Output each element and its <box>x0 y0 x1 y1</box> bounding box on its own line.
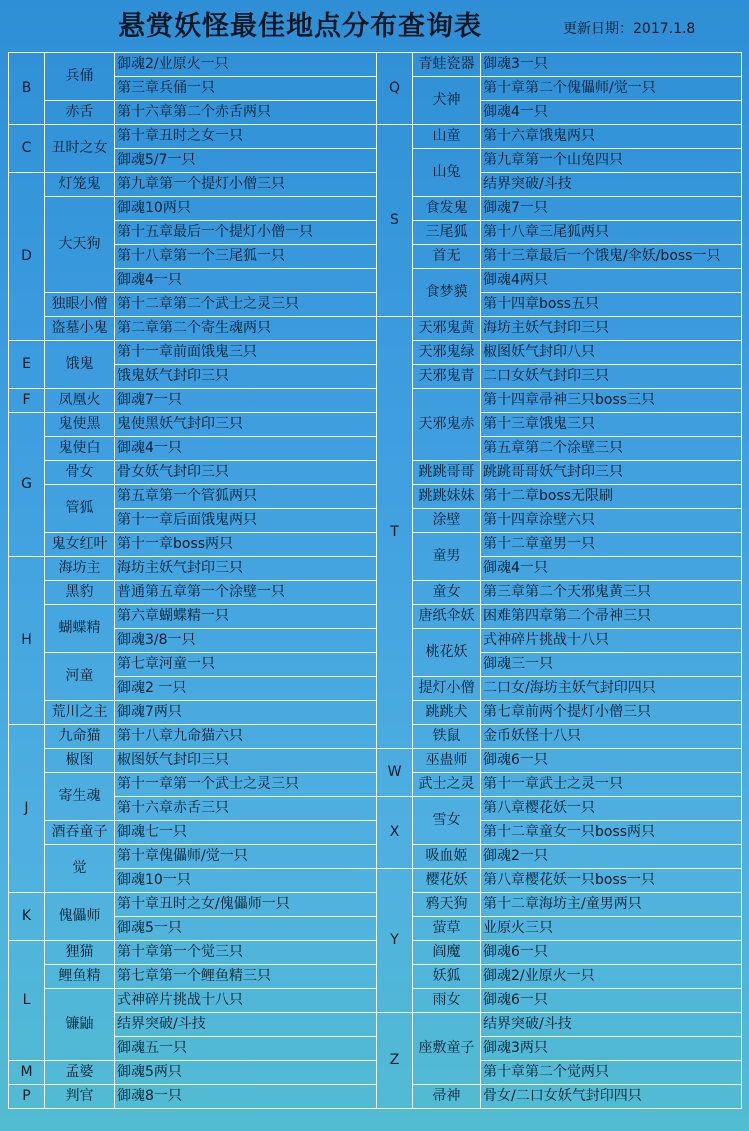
monster-name-cell: 酒吞童子 <box>45 821 115 845</box>
table-row <box>377 53 742 77</box>
letter-cell: Q <box>377 53 413 125</box>
location-cell: 椒图妖气封印三只 <box>115 749 377 773</box>
table-row <box>9 653 377 677</box>
monster-name-cell: 食梦貘 <box>413 269 481 317</box>
location-cell: 第九章第一个山兔四只 <box>481 149 742 173</box>
location-cell: 御魂3一只 <box>481 53 742 77</box>
letter-cell: H <box>9 557 45 725</box>
location-cell: 第十二章海坊主/童男两只 <box>481 893 742 917</box>
monster-name-cell: 独眼小僧 <box>45 293 115 317</box>
table-row <box>9 845 377 869</box>
location-cell: 御魂2/业原火一只 <box>115 53 377 77</box>
monster-name-cell: 提灯小僧 <box>413 677 481 701</box>
monster-name-cell: 青蛙瓷器 <box>413 53 481 77</box>
page-title: 悬赏妖怪最佳地点分布查询表 <box>118 11 482 42</box>
monster-name-cell: 天邪鬼青 <box>413 365 481 389</box>
table-row <box>9 605 377 629</box>
location-cell: 式神碎片挑战十八只 <box>481 629 742 653</box>
table-row <box>377 917 742 941</box>
letter-cell: S <box>377 125 413 317</box>
location-cell: 骨女/二口女妖气封印四只 <box>481 1085 742 1109</box>
table-row <box>9 1061 377 1085</box>
location-cell: 第三章第二个天邪鬼黄三只 <box>481 581 742 605</box>
table-row <box>377 965 742 989</box>
location-cell: 第十四章涂壁六只 <box>481 509 742 533</box>
monster-name-cell: 童女 <box>413 581 481 605</box>
monster-name-cell: 妖狐 <box>413 965 481 989</box>
table-row <box>377 461 742 485</box>
table-row <box>9 173 377 197</box>
monster-name-cell: 童男 <box>413 533 481 581</box>
location-cell: 第十六章饿鬼两只 <box>481 125 742 149</box>
location-cell: 困难第四章第二个帚神三只 <box>481 605 742 629</box>
table-row <box>9 341 377 365</box>
monster-name-cell: 蝴蝶精 <box>45 605 115 653</box>
table-row <box>377 773 742 797</box>
monster-name-cell: 天邪鬼赤 <box>413 389 481 461</box>
location-cell: 鬼使黑妖气封印三只 <box>115 413 377 437</box>
table-row <box>377 869 742 893</box>
location-cell: 海坊主妖气封印三只 <box>115 557 377 581</box>
location-cell: 式神碎片挑战十八只 <box>115 989 377 1013</box>
table-row <box>9 197 377 221</box>
table-row <box>9 1085 377 1109</box>
monster-name-cell: 凤凰火 <box>45 389 115 413</box>
monster-name-cell: 巫蛊师 <box>413 749 481 773</box>
table-row <box>9 101 377 125</box>
table-row <box>377 797 742 821</box>
monster-name-cell: 萤草 <box>413 917 481 941</box>
monster-name-cell: 管狐 <box>45 485 115 533</box>
table-row <box>377 629 742 653</box>
location-cell: 跳跳哥哥妖气封印三只 <box>481 461 742 485</box>
monster-name-cell: 阎魔 <box>413 941 481 965</box>
location-cell: 御魂4一只 <box>481 101 742 125</box>
location-cell: 第八章樱花妖一只boss一只 <box>481 869 742 893</box>
table-row <box>9 485 377 509</box>
location-cell: 二口女妖气封印三只 <box>481 365 742 389</box>
monster-name-cell: 荒川之主 <box>45 701 115 725</box>
letter-cell: J <box>9 725 45 893</box>
table-row <box>377 749 742 773</box>
location-cell: 御魂6一只 <box>481 989 742 1013</box>
monster-name-cell: 铁鼠 <box>413 725 481 749</box>
monster-name-cell: 镰鼬 <box>45 989 115 1061</box>
letter-cell: K <box>9 893 45 941</box>
location-cell: 椒图妖气封印八只 <box>481 341 742 365</box>
location-cell: 普通第五章第一个涂壁一只 <box>115 581 377 605</box>
monster-name-cell: 帚神 <box>413 1085 481 1109</box>
location-cell: 第十章第一个觉三只 <box>115 941 377 965</box>
location-cell: 第五章第一个管狐两只 <box>115 485 377 509</box>
monster-name-cell: 兵俑 <box>45 53 115 101</box>
table-row <box>377 341 742 365</box>
monster-name-cell: 天邪鬼黄 <box>413 317 481 341</box>
location-cell: 御魂7一只 <box>115 389 377 413</box>
table-row <box>377 245 742 269</box>
monster-name-cell: 鬼使白 <box>45 437 115 461</box>
location-cell: 第二章第二个寄生魂两只 <box>115 317 377 341</box>
monster-name-cell: 九命猫 <box>45 725 115 749</box>
monster-name-cell: 鬼女红叶 <box>45 533 115 557</box>
location-cell: 第十章丑时之女/傀儡师一只 <box>115 893 377 917</box>
location-cell: 第十二章boss无限刷 <box>481 485 742 509</box>
location-cell: 第十章第二个傀儡师/觉一只 <box>481 77 742 101</box>
table-row <box>9 941 377 965</box>
location-cell: 饿鬼妖气封印三只 <box>115 365 377 389</box>
monster-name-cell: 寄生魂 <box>45 773 115 821</box>
table-row <box>377 725 742 749</box>
location-cell: 结界突破/斗技 <box>481 1013 742 1037</box>
location-cell: 第十一章前面饿鬼三只 <box>115 341 377 365</box>
monster-name-cell: 盗墓小鬼 <box>45 317 115 341</box>
monster-name-cell: 河童 <box>45 653 115 701</box>
location-cell: 御魂7一只 <box>481 197 742 221</box>
monster-name-cell: 灯笼鬼 <box>45 173 115 197</box>
location-cell: 第十四章帚神三只boss三只 <box>481 389 742 413</box>
location-cell: 第十章丑时之女一只 <box>115 125 377 149</box>
table-row <box>377 1085 742 1109</box>
monster-name-cell: 赤舌 <box>45 101 115 125</box>
letter-cell: D <box>9 173 45 341</box>
location-cell: 第十三章饿鬼三只 <box>481 413 742 437</box>
monster-name-cell: 孟婆 <box>45 1061 115 1085</box>
monster-name-cell: 犬神 <box>413 77 481 125</box>
table-row <box>9 965 377 989</box>
monster-name-cell: 鬼使黑 <box>45 413 115 437</box>
table-row <box>9 53 377 77</box>
monster-name-cell: 海坊主 <box>45 557 115 581</box>
table-row <box>377 605 742 629</box>
location-cell: 御魂七一只 <box>115 821 377 845</box>
location-cell: 御魂7两只 <box>115 701 377 725</box>
location-cell: 御魂4一只 <box>481 557 742 581</box>
table-row <box>377 677 742 701</box>
location-cell: 御魂8一只 <box>115 1085 377 1109</box>
location-cell: 第十一章第一个武士之灵三只 <box>115 773 377 797</box>
location-cell: 御魂3两只 <box>481 1037 742 1061</box>
table-row <box>9 437 377 461</box>
location-cell: 御魂6一只 <box>481 749 742 773</box>
location-cell: 第十四章boss五只 <box>481 293 742 317</box>
monster-name-cell: 吸血姬 <box>413 845 481 869</box>
location-cell: 第十一章boss两只 <box>115 533 377 557</box>
letter-cell: B <box>9 53 45 125</box>
monster-name-cell: 雨女 <box>413 989 481 1013</box>
location-cell: 第七章第一个鲤鱼精三只 <box>115 965 377 989</box>
table-row <box>377 269 742 293</box>
table-row <box>9 773 377 797</box>
location-cell: 第十三章最后一个饿鬼/伞妖/boss一只 <box>481 245 742 269</box>
letter-cell: Y <box>377 869 413 1013</box>
monster-name-cell: 跳跳哥哥 <box>413 461 481 485</box>
table-row <box>377 221 742 245</box>
table-row <box>377 197 742 221</box>
table-row <box>377 365 742 389</box>
monster-name-cell: 武士之灵 <box>413 773 481 797</box>
location-cell: 第十二章童女一只boss两只 <box>481 821 742 845</box>
location-cell: 骨女妖气封印三只 <box>115 461 377 485</box>
monster-name-cell: 座敷童子 <box>413 1013 481 1085</box>
table-row <box>377 893 742 917</box>
location-cell: 第十六章赤舌三只 <box>115 797 377 821</box>
monster-name-cell: 饿鬼 <box>45 341 115 389</box>
table-row <box>377 389 742 413</box>
table-row <box>9 533 377 557</box>
monster-name-cell: 食发鬼 <box>413 197 481 221</box>
table-row <box>9 821 377 845</box>
table-row <box>9 125 377 149</box>
location-cell: 御魂2/业原火一只 <box>481 965 742 989</box>
location-cell: 第七章河童一只 <box>115 653 377 677</box>
table-row <box>9 389 377 413</box>
location-cell: 御魂五一只 <box>115 1037 377 1061</box>
location-cell: 第十一章武士之灵一只 <box>481 773 742 797</box>
monster-name-cell: 丑时之女 <box>45 125 115 173</box>
location-cell: 第十八章九命猫六只 <box>115 725 377 749</box>
letter-cell: G <box>9 413 45 557</box>
monster-name-cell: 骨女 <box>45 461 115 485</box>
location-cell: 第十八章三尾狐两只 <box>481 221 742 245</box>
location-cell: 御魂10两只 <box>115 197 377 221</box>
monster-name-cell: 唐纸伞妖 <box>413 605 481 629</box>
table-row <box>377 77 742 101</box>
table-row <box>377 125 742 149</box>
location-cell: 第五章第二个涂壁三只 <box>481 437 742 461</box>
table-row <box>377 581 742 605</box>
location-cell: 第十五章最后一个提灯小僧一只 <box>115 221 377 245</box>
monster-name-cell: 椒图 <box>45 749 115 773</box>
monster-name-cell: 山兔 <box>413 149 481 197</box>
letter-cell: X <box>377 797 413 869</box>
monster-name-cell: 大天狗 <box>45 197 115 293</box>
table-row <box>377 845 742 869</box>
monster-name-cell: 涂壁 <box>413 509 481 533</box>
monster-name-cell: 樱花妖 <box>413 869 481 893</box>
monster-name-cell: 觉 <box>45 845 115 893</box>
location-cell: 第十章第二个觉两只 <box>481 1061 742 1085</box>
location-cell: 御魂4一只 <box>115 437 377 461</box>
monster-name-cell: 傀儡师 <box>45 893 115 941</box>
location-cell: 第十二章童男一只 <box>481 533 742 557</box>
letter-cell: C <box>9 125 45 173</box>
monster-name-cell: 山童 <box>413 125 481 149</box>
table-row <box>377 1013 742 1037</box>
table-row <box>377 317 742 341</box>
location-cell: 第六章蝴蝶精一只 <box>115 605 377 629</box>
letter-cell: T <box>377 317 413 749</box>
monster-name-cell: 跳跳妹妹 <box>413 485 481 509</box>
right-table <box>376 52 742 1109</box>
location-cell: 第十一章后面饿鬼两只 <box>115 509 377 533</box>
location-cell: 御魂4两只 <box>481 269 742 293</box>
location-cell: 御魂2 一只 <box>115 677 377 701</box>
letter-cell: Z <box>377 1013 413 1109</box>
monster-name-cell: 判官 <box>45 1085 115 1109</box>
location-cell: 第九章第一个提灯小僧三只 <box>115 173 377 197</box>
location-cell: 御魂3/8一只 <box>115 629 377 653</box>
monster-name-cell: 狸猫 <box>45 941 115 965</box>
table-row <box>9 317 377 341</box>
location-cell: 御魂4一只 <box>115 269 377 293</box>
table-row <box>9 581 377 605</box>
monster-name-cell: 黑豹 <box>45 581 115 605</box>
update-date: 更新日期：2017.1.8 <box>563 21 696 37</box>
left-table <box>8 52 377 1109</box>
letter-cell: P <box>9 1085 45 1109</box>
location-cell: 第十六章第二个赤舌两只 <box>115 101 377 125</box>
location-cell: 第十二章第二个武士之灵三只 <box>115 293 377 317</box>
monster-name-cell: 雪女 <box>413 797 481 845</box>
table-row <box>9 293 377 317</box>
location-cell: 金币妖怪十八只 <box>481 725 742 749</box>
monster-name-cell: 跳跳犬 <box>413 701 481 725</box>
letter-cell: F <box>9 389 45 413</box>
location-cell: 御魂6一只 <box>481 941 742 965</box>
table-row <box>9 749 377 773</box>
table-row <box>377 149 742 173</box>
table-row <box>9 701 377 725</box>
monster-name-cell: 鲤鱼精 <box>45 965 115 989</box>
letter-cell: E <box>9 341 45 389</box>
monster-name-cell: 桃花妖 <box>413 629 481 677</box>
monster-name-cell: 三尾狐 <box>413 221 481 245</box>
location-cell: 第三章兵俑一只 <box>115 77 377 101</box>
table-row <box>377 941 742 965</box>
table-row <box>9 725 377 749</box>
table-row <box>9 461 377 485</box>
table-row <box>377 533 742 557</box>
monster-name-cell: 首无 <box>413 245 481 269</box>
letter-cell: L <box>9 941 45 1061</box>
location-cell: 业原火三只 <box>481 917 742 941</box>
letter-cell: W <box>377 749 413 797</box>
table-row <box>9 893 377 917</box>
location-cell: 第八章樱花妖一只 <box>481 797 742 821</box>
location-cell: 第七章前两个提灯小僧三只 <box>481 701 742 725</box>
location-cell: 御魂5一只 <box>115 917 377 941</box>
location-cell: 第十章傀儡师/觉一只 <box>115 845 377 869</box>
table-row <box>9 557 377 581</box>
table-row <box>377 701 742 725</box>
location-cell: 第十八章第一个三尾狐一只 <box>115 245 377 269</box>
monster-name-cell: 鸦天狗 <box>413 893 481 917</box>
location-cell: 御魂2一只 <box>481 845 742 869</box>
location-cell: 结界突破/斗技 <box>481 173 742 197</box>
location-cell: 御魂5两只 <box>115 1061 377 1085</box>
monster-name-cell: 天邪鬼绿 <box>413 341 481 365</box>
location-cell: 二口女/海坊主妖气封印四只 <box>481 677 742 701</box>
table-row <box>377 485 742 509</box>
table-row <box>377 989 742 1013</box>
location-cell: 结界突破/斗技 <box>115 1013 377 1037</box>
table-row <box>9 413 377 437</box>
location-cell: 御魂三一只 <box>481 653 742 677</box>
letter-cell: M <box>9 1061 45 1085</box>
location-cell: 海坊主妖气封印三只 <box>481 317 742 341</box>
location-cell: 御魂5/7一只 <box>115 149 377 173</box>
table-row <box>377 509 742 533</box>
table-row <box>9 989 377 1013</box>
location-cell: 御魂10一只 <box>115 869 377 893</box>
